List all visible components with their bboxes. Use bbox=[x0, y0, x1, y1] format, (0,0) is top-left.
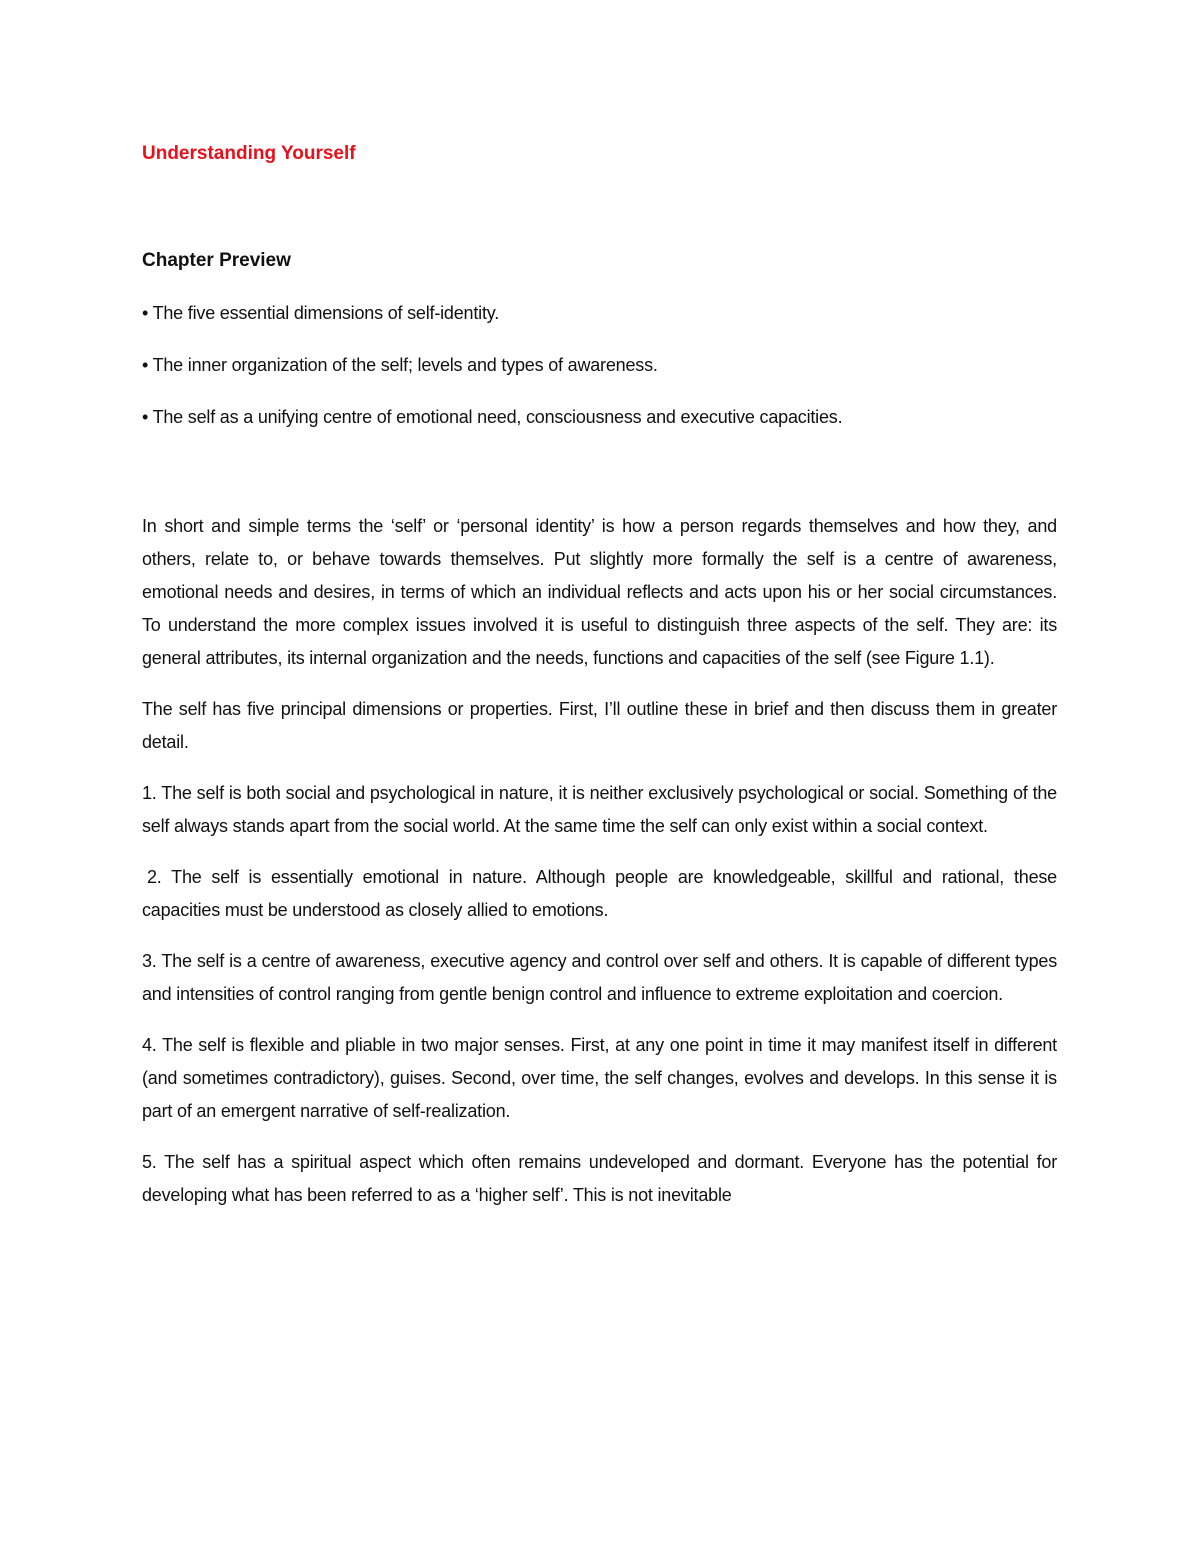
chapter-preview-list bbox=[142, 301, 1057, 457]
intro-paragraph: In short and simple terms the ‘self’ or ‘personal identity’ is how a person regards themselves and how they, and others, relate to, or behave towards themselves. Put slightly more formally the self is a centre of awareness, emotional needs and desires, in terms of which an individual reflects and acts upon his or her social circumstances. To understand the more complex issues involved it is useful to distinguish three aspects of the self. They are: its general attributes, its internal organization and the needs, functions and capacities of the self (see Figure 1.1). bbox=[142, 516, 1057, 668]
dimensions-intro-paragraph: The self has five principal dimensions or properties. First, I’ll outline these in brief and then discuss them in greater detail. bbox=[142, 699, 1057, 752]
list-item: • The inner organization of the self; levels and types of awareness. bbox=[142, 355, 658, 375]
list-item: • The self as a unifying centre of emotional need, consciousness and executive capacities. bbox=[142, 407, 843, 427]
document-title: Understanding Yourself bbox=[142, 143, 356, 164]
dimension-2-paragraph: 2. The self is essentially emotional in nature. Although people are knowledgeable, skillful and rational, these capacities must be understood as closely allied to emotions. bbox=[142, 867, 1057, 920]
list-item: • The five essential dimensions of self-identity. bbox=[142, 303, 500, 323]
chapter-preview-heading: Chapter Preview bbox=[142, 250, 291, 271]
dimension-4-paragraph: 4. The self is flexible and pliable in two major senses. First, at any one point in time it may manifest itself in different (and sometimes contradictory), guises. Second, over time, the self changes, evolves and develops. In this sense it is part of an emergent narrative of self-realization. bbox=[142, 1035, 1057, 1121]
document-body bbox=[142, 510, 1057, 1230]
dimension-1-paragraph: 1. The self is both social and psychological in nature, it is neither exclusively psychological or social. Something of the self always stands apart from the social world. At the same time the self can only exist within a social context. bbox=[142, 783, 1057, 836]
dimension-3-paragraph: 3. The self is a centre of awareness, executive agency and control over self and others. It is capable of different types and intensities of control ranging from gentle benign control and influence to extreme exploitation and coercion. bbox=[142, 951, 1057, 1004]
dimension-5-paragraph: 5. The self has a spiritual aspect which often remains undeveloped and dormant. Everyone has the potential for developing what has been referred to as a ‘higher self’. This is not inevitable bbox=[142, 1152, 1057, 1205]
